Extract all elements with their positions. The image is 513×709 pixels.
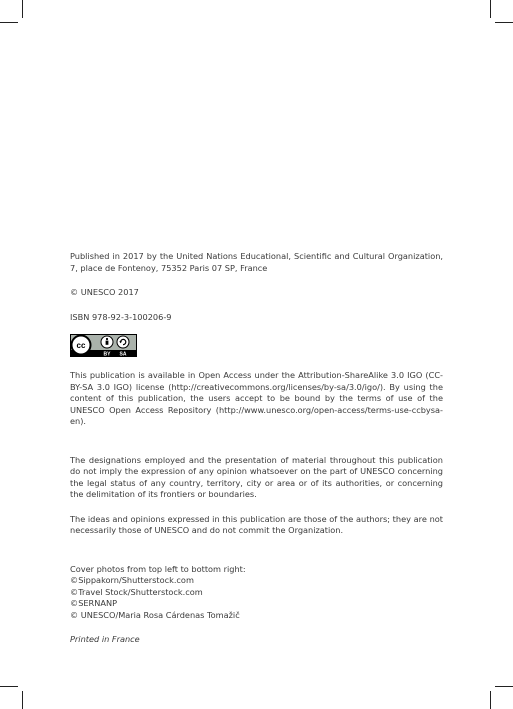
designations-disclaimer: The designations employed and the presentation of material throughout this publication do not imply the expression of any opinion whatsoever on the part of UNESCO concerning the legal status of any country, territory, city or area or of its authorities, or concerning the delimitation of its frontiers or boundaries. [70,454,443,499]
crop-mark [0,686,18,687]
cc-by-sa-license-badge[interactable] [70,334,137,357]
svg-text:cc: cc [76,340,86,350]
photo-credit: © UNESCO/Maria Rosa Cárdenas Tomažič [70,609,240,620]
imprint-page [70,251,443,646]
crop-mark [490,691,491,709]
crop-mark [495,22,513,23]
photo-credit: ©SERNANP [70,598,118,608]
photo-credit: ©Travel Stock/Shutterstock.com [70,586,203,597]
crop-mark [22,0,23,18]
cover-photo-credits [70,564,443,622]
photo-credit: ©Sippakorn/Shutterstock.com [70,575,194,585]
printed-in: Printed in France [70,634,140,644]
isbn: ISBN 978-92-3-100206-9 [70,311,172,322]
share-alike-icon [117,336,129,348]
attribution-icon [101,336,113,348]
crop-mark [495,686,513,687]
crop-mark [0,22,18,23]
badge-by-label: BY [103,351,111,357]
opinions-disclaimer: The ideas and opinions expressed in this publication are those of the authors; they are not necessarily those of UNESCO and do not commit the Organization. [70,513,443,535]
crop-mark [22,691,23,709]
badge-sa-label: SA [119,351,127,357]
crop-mark [490,0,491,18]
open-access-statement: This publication is available in Open Access under the Attribution-ShareAlike 3.0 IGO (CC-BY-SA 3.0 IGO) license (http://creativecommons.org/licenses/by-sa/3.0/igo/). By using the content of this publication, the users accept to be bound by the terms of use of the UNESCO Open Access Repository (http://www.unesco.org/open-access/terms-use-ccbysa-en). [70,370,443,426]
cover-credits-heading: Cover photos from top left to bottom right: [70,563,246,574]
publisher-statement: Published in 2017 by the United Nations Educational, Scientific and Cultural Organization, 7, place de Fontenoy, 75352 Paris 07 SP, France [70,251,443,273]
copyright-notice: © UNESCO 2017 [70,287,139,297]
creative-commons-icon [72,336,91,355]
